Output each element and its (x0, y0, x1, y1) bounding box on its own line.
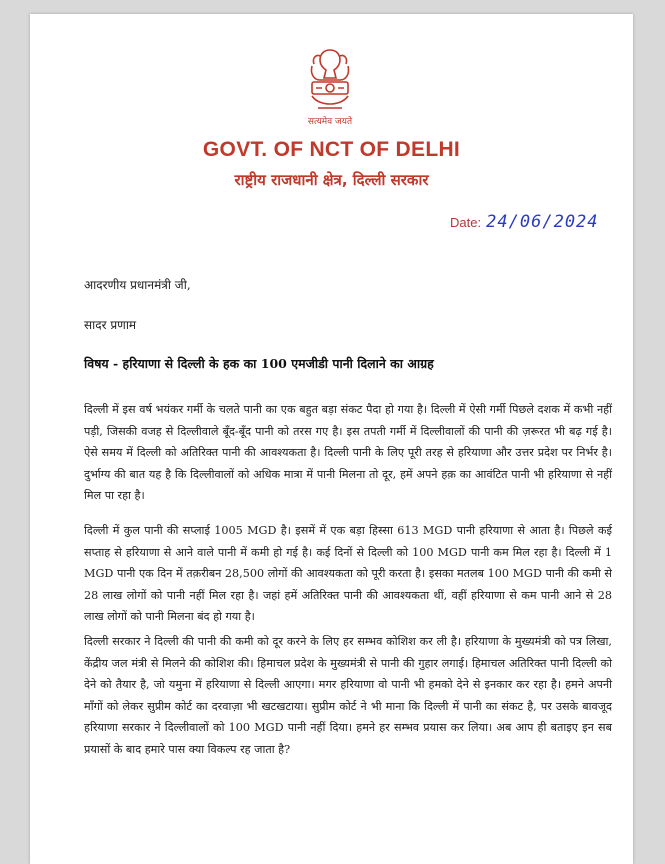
date-label: Date: (450, 215, 482, 230)
salutation: आदरणीय प्रधानमंत्री जी, (84, 278, 191, 292)
government-subtitle: राष्ट्रीय राजधानी क्षेत्र, दिल्ली सरकार (234, 171, 429, 189)
date-value: 24/06/2024 (486, 212, 599, 232)
paragraph-3: दिल्ली सरकार ने दिल्ली की पानी की कमी को दूर करने के लिए हर सम्भव कोशिश कर ली है। हरियाणा के मुख्यमंत्री को पत्र लिखा, केंद्रीय जल मंत्री से मिलने की कोशिश की। हिमाचल प्रदेश के मुख्यमंत्री से पानी की गुहार लगाई। हिमाचल अतिरिक्त पानी दिल्ली को देने को तैयार है, जो यमुना में हरियाणा से दिल्ली आएगा। मगर हरियाणा वो पानी भी हमको देने से इनकार कर रहा है। हमने अपनी माँगों को लेकर सुप्रीम कोर्ट का दरवाज़ा भी खटखटाया। सुप्रीम कोर्ट ने भी माना कि दिल्ली में पानी का संकट है, पर उसके बावजूद हरियाणा सरकार ने दिल्लीवालों को 100 MGD पानी नहीं दिया। हमने हर सम्भव प्रयास कर लिया। अब आप ही बताइए इन सब प्रयासों के बाद हमारे पास क्या विकल्प रह जाता है? (84, 635, 612, 756)
svg-text:सत्यमेव जयते: सत्यमेव जयते (307, 117, 353, 127)
greeting: सादर प्रणाम (84, 318, 137, 332)
date-row (450, 212, 599, 232)
paragraph-1: दिल्ली में इस वर्ष भयंकर गर्मी के चलते पानी का एक बहुत बड़ा संकट पैदा हो गया है। दिल्ली में ऐसी गर्मी पिछले दशक में कभी नहीं पड़ी, जिसकी वजह से दिल्लीवाले बूँद-बूँद पानी को तरस गए है। इस तपती गर्मी में दिल्लीवालों की पानी की ज़रूरत भी बढ़ गई है। ऐसे समय में दिल्ली को अतिरिक्त पानी की आवश्यकता है। दिल्ली पानी के लिए पूरी तरह से हरियाणा और उत्तर प्रदेश पर निर्भर है। दुर्भाग्य की बात यह है कि दिल्लीवालों को अधिक मात्रा में पानी मिलना तो दूर, हमें अपने हक़ का आवंटित पानी भी हरियाणा से नहीं मिल पा रहा है। (84, 403, 612, 503)
letter-page (30, 14, 633, 864)
government-title: GOVT. OF NCT OF DELHI (202, 138, 461, 161)
paragraph-2: दिल्ली में कुल पानी की सप्लाई 1005 MGD है। इसमें में एक बड़ा हिस्सा 613 MGD पानी हरियाणा से आता है। पिछले कई सप्ताह से हरियाणा से आने वाले पानी में कमी हो गई है। कई दिनों से दिल्ली को 100 MGD पानी कम मिल रहा है। दिल्ली में 1 MGD पानी एक दिन में तक़रीबन 28,500 लोगों की आवश्यकता को पूरी करता है। इसका मतलब 100 MGD पानी की कमी से 28 लाख लोगों को पानी नहीं मिल रहा है। जहां हमें अतिरिक्त पानी की आवश्यकता थीं, वहीं हरियाणा से कम पानी आने से 28 लाख लोगों को पानी मिलना बंद हो गया है। (84, 524, 612, 624)
ashoka-emblem-icon (302, 44, 358, 136)
subject-line: विषय - हरियाणा से दिल्ली के हक का 100 एमजीडी पानी दिलाने का आग्रह (84, 356, 434, 371)
